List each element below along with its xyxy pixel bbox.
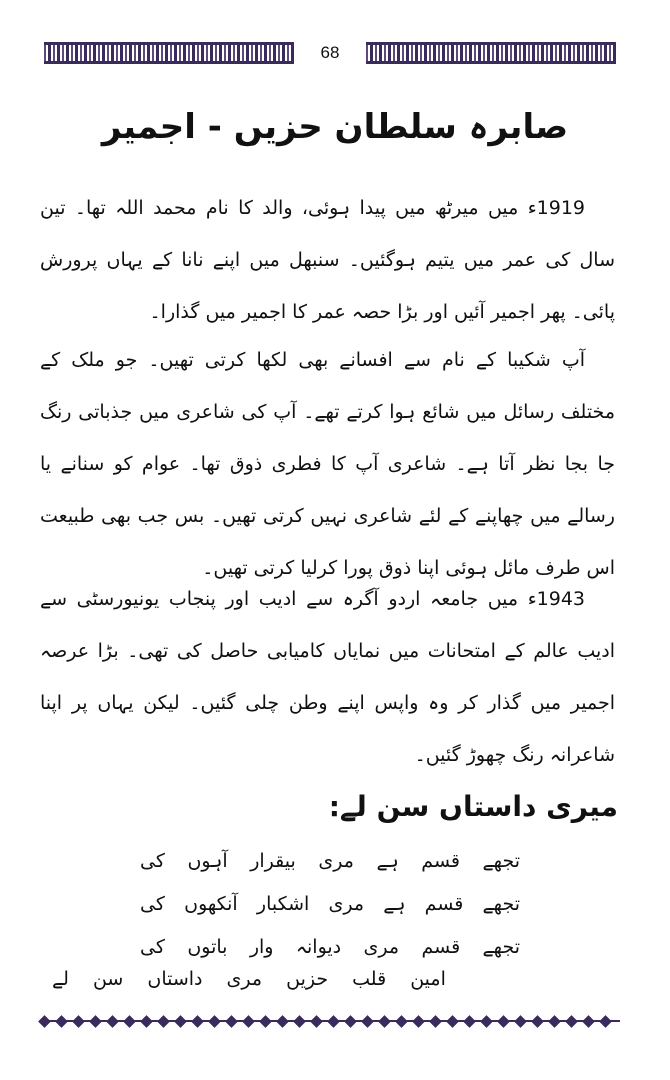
ornament-diamond [310, 1015, 323, 1028]
poem-word: آنکھوں [184, 893, 238, 915]
poem-word: دیوانہ [295, 936, 342, 958]
ornament-diamond [106, 1015, 119, 1028]
poem-word: وار [249, 936, 274, 958]
ornament-diamond [242, 1015, 255, 1028]
poem-word: بیقرار [250, 850, 296, 872]
ornament-diamond [548, 1015, 561, 1028]
ornament-diamond [565, 1015, 578, 1028]
poem-word: مری [318, 850, 354, 872]
ornament-diamond [429, 1015, 442, 1028]
ornament-diamond [191, 1015, 204, 1028]
poem-word: کی [140, 893, 165, 915]
ornament-diamond [259, 1015, 272, 1028]
poem-word: ہے [383, 893, 406, 915]
poem [140, 840, 520, 969]
ornament-diamond [582, 1015, 595, 1028]
ornament-diamond [225, 1015, 238, 1028]
ornament-diamond [412, 1015, 425, 1028]
ornament-diamond [446, 1015, 459, 1028]
ornament-diamond [327, 1015, 340, 1028]
ornament-diamond [293, 1015, 306, 1028]
ornament-diamond [89, 1015, 102, 1028]
paragraph-text: آپ شکیبا کے نام سے افسانے بھی لکھا کرتی تھیں۔ جو ملک کے مختلف رسائل میں شائع ہوا کرتے تھے۔ آپ کی شاعری میں جذباتی رنگ جا بجا نظر آتا ہے۔ شاعری آپ کا فطری ذوق تھا۔ عوام کو سنانے یا رسالے میں چھاپنے کے لئے شاعری نہیں کرتی تھیں۔ بس جب بھی طبیعت اس طرف مائل ہوئی اپنا ذوق پورا کرلیا کرتی تھیں۔ [40, 349, 615, 579]
poem-word: تجھے [482, 893, 520, 915]
poem-line [140, 840, 520, 883]
poem-word: تجھے [482, 936, 520, 958]
ornament-diamond [55, 1015, 68, 1028]
ornament-diamond [463, 1015, 476, 1028]
ornament-diamond [140, 1015, 153, 1028]
poem-word: آہوں [187, 850, 228, 872]
ornament-diamond [514, 1015, 527, 1028]
poem-word: کی [140, 850, 165, 872]
paragraph-text: 1943ء میں جامعہ اردو آگرہ سے ادیب اور پنجاب یونیورسٹی سے ادیب عالم کے امتحانات میں نمایاں کامیابی حاصل کی تھی۔ بڑا عرصہ اجمیر میں گذار کر وہ واپس اپنے وطن چلی گئیں۔ لیکن یہاں پر اپنا شاعرانہ رنگ چھوڑ گئیں۔ [40, 588, 615, 766]
poem-line [140, 883, 520, 926]
poem-word: باتوں [187, 936, 228, 958]
poem-line [140, 926, 520, 969]
paragraph-text: 1919ء میں میرٹھ میں پیدا ہوئی، والد کا نام محمد اللہ تھا۔ تین سال کی عمر میں یتیم ہوگئیں۔ سنبھل میں اپنے نانا کے یہاں پرورش پائی۔ پھر اجمیر آئیں اور بڑا حصہ عمر کا اجمیر میں گذارا۔ [40, 197, 615, 323]
ornament-diamond [276, 1015, 289, 1028]
section-heading: میری داستاں سن لے: [328, 790, 618, 823]
paragraph-2 [40, 334, 615, 579]
paragraph-1 [40, 182, 615, 342]
poem-last-line: امین قلب حزیں مری داستاں سن لے [52, 968, 446, 990]
ornament-diamond [174, 1015, 187, 1028]
page-footer-ornament [40, 1014, 620, 1028]
poem-word: قسم [421, 850, 460, 872]
ornament-diamond [497, 1015, 510, 1028]
poem-word: اشکبار [256, 893, 310, 915]
ornament-diamond [395, 1015, 408, 1028]
poem-word: مری [328, 893, 365, 915]
chapter-title: صابرہ سلطان حزیں - اجمیر [101, 107, 569, 147]
header-ornament-right [366, 42, 616, 64]
ornament-diamond [361, 1015, 374, 1028]
poem-word: مری [363, 936, 400, 958]
ornament-diamond [123, 1015, 136, 1028]
ornament-diamond [378, 1015, 391, 1028]
poem-word: قسم [421, 936, 461, 958]
ornament-diamond [599, 1015, 612, 1028]
ornament-diamond [157, 1015, 170, 1028]
page-header-ornament [44, 42, 616, 64]
ornament-diamond [38, 1015, 51, 1028]
header-ornament-left [44, 42, 294, 64]
poem-word: قسم [424, 893, 464, 915]
poem-word: ہے [376, 850, 399, 872]
ornament-diamond [72, 1015, 85, 1028]
ornament-diamond [344, 1015, 357, 1028]
ornament-diamond [531, 1015, 544, 1028]
ornament-diamond [208, 1015, 221, 1028]
poem-word: تجھے [482, 850, 520, 872]
poem-word: کی [140, 936, 165, 958]
ornament-diamond [480, 1015, 493, 1028]
page-number: 68 [320, 43, 340, 62]
paragraph-3 [40, 573, 615, 766]
